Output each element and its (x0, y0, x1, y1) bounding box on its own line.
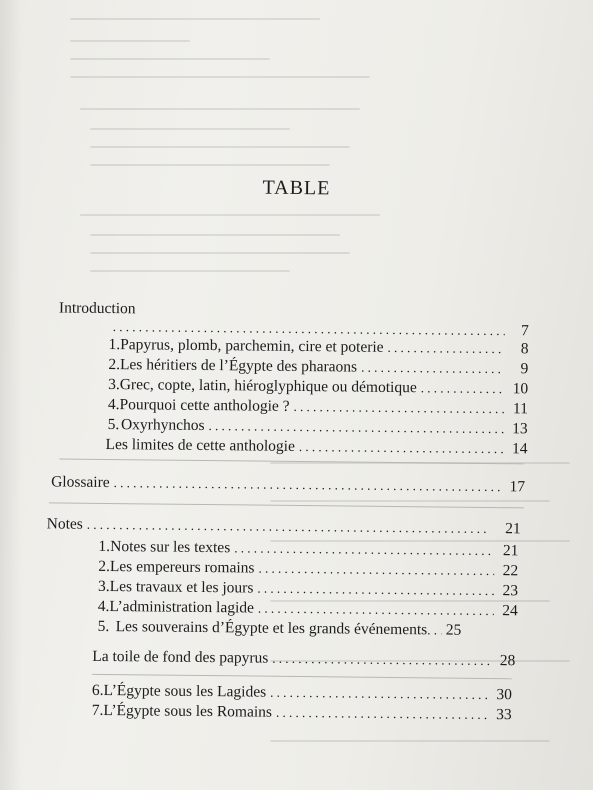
toc-item-number: 4. (107, 395, 120, 414)
toc-item-number: 6. (91, 681, 104, 699)
toc-page-number: 13 (512, 420, 528, 438)
toc-label: Oxyrhynchos (120, 416, 205, 435)
toc-page-number: 28 (499, 652, 516, 670)
toc-item-number: 1. (98, 537, 111, 556)
toc-entry[interactable] (98, 578, 518, 600)
page-title: TABLE (262, 176, 331, 200)
toc-label: Les souverains d’Égypte et les grands événements (115, 618, 428, 639)
leader-dots (234, 540, 494, 559)
toc-label: Les héritiers de l’Égypte des pharaons (119, 356, 358, 376)
toc-label: La toile de fond des papyrus (92, 647, 269, 667)
toc-page-number: 11 (512, 400, 529, 418)
toc-entry[interactable] (108, 376, 528, 398)
toc-item-number: 3. (97, 577, 110, 596)
toc-entry[interactable] (92, 682, 512, 704)
toc-page-number: 23 (502, 582, 519, 600)
leader-dots (293, 399, 503, 417)
toc-label: Papyrus, plomb, parchemin, cire et poterie (120, 336, 384, 356)
leader-dots (258, 601, 494, 619)
toc-page-number: 7 (520, 322, 529, 340)
toc-label: Les empereurs romains (109, 558, 255, 577)
toc-item-number: 7. (91, 701, 104, 719)
toc-label: Notes (46, 515, 83, 533)
toc-item-number: 2. (108, 355, 121, 374)
section-divider (59, 458, 524, 464)
toc-page-number: 10 (512, 380, 529, 398)
toc-item-number: 3. (108, 375, 120, 394)
toc-label: Les limites de cette anthologie (105, 435, 295, 455)
toc-page-number: 8 (520, 340, 529, 358)
toc-page-number: 33 (496, 706, 512, 724)
toc-entry[interactable] (98, 538, 518, 560)
leader-dots (272, 651, 491, 669)
toc-label: L’administration lagide (109, 598, 255, 617)
toc-page-number: 14 (511, 440, 528, 458)
toc-entry-glossaire[interactable] (51, 473, 525, 496)
toc-item-number: 5. (97, 617, 110, 636)
toc-page-number: 21 (505, 520, 521, 538)
toc-item-number: 5. (107, 415, 120, 434)
toc-entry-toile[interactable] (92, 648, 515, 670)
toc-item-number: 4. (97, 597, 110, 616)
leader-dots (421, 380, 505, 397)
toc-label: Grec, copte, latin, hiéroglyphique ou démotique (119, 376, 417, 397)
toc-page-number: 9 (520, 360, 529, 378)
toc-label: Introduction (58, 299, 136, 318)
leader-dots (258, 561, 494, 579)
toc-entry[interactable] (108, 416, 528, 438)
toc-label: Glossaire (51, 473, 110, 492)
toc-label: Les travaux et les jours (109, 578, 254, 597)
toc-item-number: 1. (108, 335, 121, 354)
leader-dots (270, 685, 488, 703)
section-divider (49, 502, 524, 508)
toc-page-number: 21 (502, 542, 519, 560)
toc-label: Pourquoi cette anthologie ? (119, 396, 290, 415)
leader-dots (257, 581, 494, 599)
toc-label: Notes sur les textes (110, 538, 231, 557)
leader-dots (87, 517, 497, 537)
toc-entry-notes[interactable] (47, 515, 521, 538)
toc-page-number: 24 (502, 602, 518, 620)
toc-page-number: 17 (509, 478, 526, 496)
toc-label: L’Égypte sous les Lagides (103, 681, 267, 701)
toc-page-number: 22 (502, 562, 519, 580)
toc-entry[interactable] (98, 598, 518, 620)
toc-entry-limits[interactable] (105, 436, 527, 458)
toc-entry[interactable] (98, 558, 518, 580)
leader-dots (299, 439, 504, 457)
leader-dots (208, 418, 503, 437)
toc-item-number: 2. (98, 557, 110, 576)
toc-entry[interactable] (98, 618, 518, 640)
toc-page-number: 30 (496, 686, 513, 704)
leader-dots (114, 475, 502, 495)
toc-entry[interactable] (108, 336, 528, 358)
leader-dots (361, 360, 504, 377)
toc-entry[interactable] (108, 356, 528, 378)
section-divider (92, 674, 512, 679)
toc-label: L’Égypte sous les Romains (103, 701, 273, 721)
toc-entry[interactable] (92, 702, 512, 724)
toc-entry[interactable] (108, 396, 528, 418)
leader-dots (388, 340, 505, 357)
leader-dots (276, 705, 488, 723)
toc-page-number: 25 (445, 621, 462, 639)
